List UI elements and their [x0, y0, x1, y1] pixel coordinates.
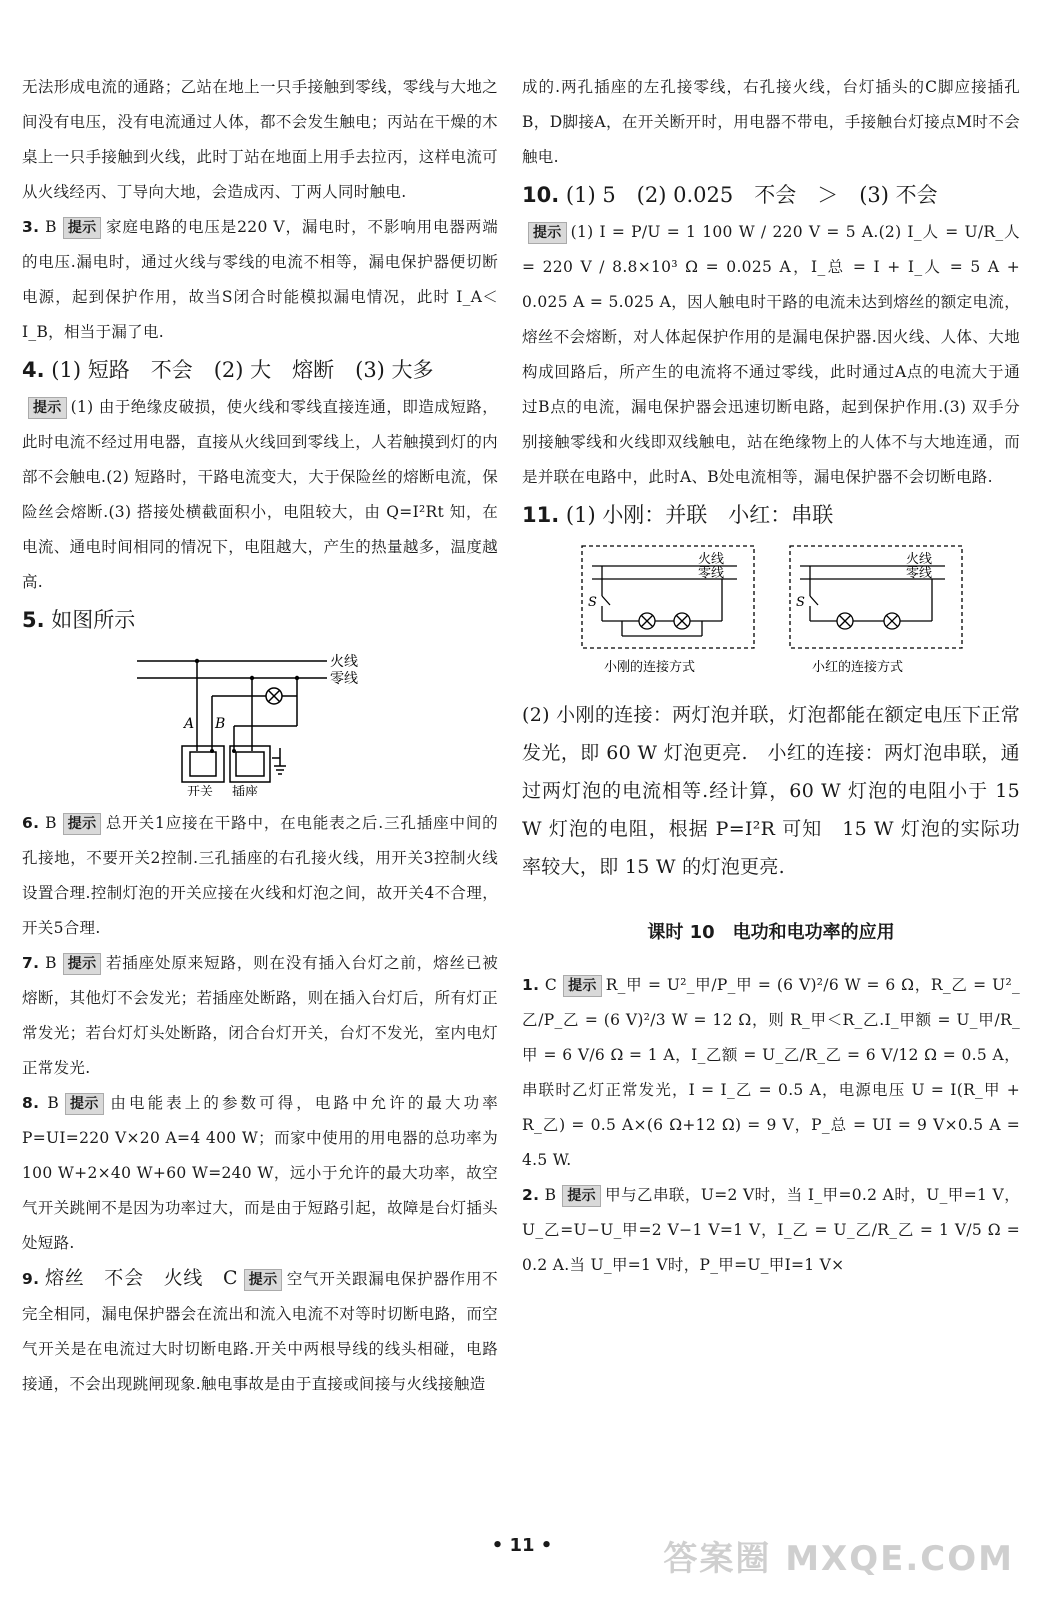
hint-badge: 提示 [28, 397, 67, 419]
label-fire-line: 火线 [330, 654, 358, 670]
label-s-2: S [796, 595, 805, 610]
paragraph-continuation: 无法形成电流的通路；乙站在地上一只手接触到零线，零线与大地之间没有电压，没有电流通过人体，都不会发生触电；丙站在干燥的木桌上一只手接触到火线，此时丁站在地面上用手去拉丙，这样电流可从火线经丙、丁导向大地，会造成丙、丁两人同时触电. [22, 78, 498, 201]
answer-6: 6. B 提示 总开关1应接在干路中，在电能表之后.三孔插座中间的孔接地，不要开关2控制.三孔插座的右孔接火线，用开关3控制火线设置合理.控制灯泡的开关应接在火线和灯泡之间，故开关4不合理，开关5合理. [22, 814, 498, 937]
paragraph-continuation-right: 成的.两孔插座的左孔接零线，右孔接火线，台灯插头的C脚应接插孔B，D脚接A，在开关断开时，用电器不带电，手接触台灯接点M时不会触电. [522, 78, 1020, 166]
answer-3: 3. B 提示 家庭电路的电压是220 V，漏电时，不影响用电器两端的电压.漏电时，通过火线与零线的电流不相等，漏电保护器便切断电源，起到保护作用，故当S闭合时能模拟漏电情况，此时 I_A＜I_B，相当于漏了电. [22, 218, 498, 341]
label-switch: 开关 [187, 785, 214, 796]
hint-badge: 提示 [63, 217, 102, 239]
label-zero-line-2: 零线 [906, 566, 933, 581]
hint-4: 提示 (1) 由于绝缘皮破损，使火线和零线直接连通，即造成短路，此时电流不经过用电器，直接从火线回到零线上，人若触摸到灯的内部不会触电.(2) 短路时，干路电流变大，大于保险丝的熔断电流，保险丝会熔断.(3) 搭接处横截面积小，电阻较大，由 Q=I²Rt 知，在电流、通电时间相同的情况下，电阻越大，产生的热量越多，温度越高. [22, 398, 498, 591]
label-fire-line-1: 火线 [698, 552, 725, 567]
page-number: • 11 • [491, 1535, 553, 1556]
answer-s1: 1. C 提示 R_甲 = U²_甲/P_甲 = (6 V)²/6 W = 6 Ω，R_乙 = U²_乙/P_乙 = (6 V)²/3 W = 12 Ω，则 R_甲＜R_乙.I_甲额 = U_甲/R_甲 = 6 V/6 Ω = 1 A，I_乙额 = U_乙/R_乙 = 6 V/12 Ω = 0.5 A，串联时乙灯正常发光，I = I_乙 = 0.5 A，电源电压 U = I(R_甲 + R_乙) = 0.5 A×(6 Ω+12 Ω) = 9 V，P_总 = UI = 9 V×0.5 A = 4.5 W. [522, 976, 1021, 1169]
label-a: A [184, 716, 195, 732]
answer-11: 11. (1) 小刚：并联 小红：串联 [522, 503, 834, 527]
answer-10: 10. (1) 5 (2) 0.025 不会 ＞ (3) 不会 [522, 183, 938, 207]
label-b: B [215, 716, 226, 732]
watermark-logo: 答案圈 MXQE.COM [663, 1539, 1014, 1579]
figure-11-circuits [522, 541, 1020, 690]
caption-xiaohong: 小红的连接方式 [812, 660, 904, 675]
label-s-1: S [588, 595, 597, 610]
hint-badge: 提示 [63, 813, 102, 835]
label-zero-line-1: 零线 [698, 566, 725, 581]
section-heading: 课时 10 电功和电功率的应用 [647, 922, 895, 943]
label-zero-line: 零线 [330, 671, 358, 687]
label-socket: 插座 [232, 785, 259, 796]
answer-s2: 2. B 提示 甲与乙串联，U=2 V时，当 I_甲=0.2 A时，U_甲=1 V，U_乙=U−U_甲=2 V−1 V=1 V，I_乙 = U_乙/R_乙 = 1 V/5 Ω = 0.2 A.当 U_甲=1 V时，P_甲=U_甲I=1 V× [522, 1186, 1021, 1274]
answer-5: 5. 如图所示 [22, 608, 136, 632]
circuit-diagram [22, 646, 498, 796]
left-column [22, 70, 498, 1402]
two-circuit-diagrams [522, 541, 1020, 686]
hint-10: 提示 (1) I = P/U = 1 100 W / 220 V = 5 A.(2) I_人 = U/R_人 = 220 V / 8.8×10³ Ω = 0.025 A，I_总 = I + I_人 = 5 A + 0.025 A = 5.025 A，因人触电时干路的电流未达到熔丝的额定电流，熔丝不会熔断，对人体起保护作用的是漏电保护器.因火线、人体、大地构成回路后，所产生的电流将不通过零线，此时通过A点的电流大于通过B点的电流，漏电保护器会迅速切断电路，起到保护作用.(3) 双手分别接触零线和火线即双线触电，站在绝缘物上的人体不与大地连通，而是并联在电路中，此时A、B处电流相等，漏电保护器不会切断电路. [522, 223, 1020, 486]
hint-badge: 提示 [528, 222, 567, 244]
answer-11-part2: (2) 小刚的连接：两灯泡并联，灯泡都能在额定电压下正常发光，即 60 W 灯泡更亮. 小红的连接：两灯泡串联，通过两灯泡的电流相等.经计算，60 W 灯泡的电阻小于 15 W 灯泡的电阻，根据 P=I²R 可知 15 W 灯泡的实际功率较大，即 15 W 的灯泡更亮. [522, 704, 1020, 878]
hint-badge: 提示 [562, 1185, 601, 1207]
hint-badge: 提示 [65, 1093, 104, 1115]
label-fire-line-2: 火线 [906, 552, 933, 567]
answer-4: 4. (1) 短路 不会 (2) 大 熔断 (3) 大多 [22, 358, 434, 382]
figure-5-circuit [22, 646, 498, 800]
answer-7: 7. B 提示 若插座处原来短路，则在没有插入台灯之前，熔丝已被熔断，其他灯不会发光；若插座处断路，则在插入台灯后，所有灯正常发光；若台灯灯头处断路，闭合台灯开关，台灯不发光，室内电灯正常发光. [22, 954, 499, 1077]
hint-badge: 提示 [63, 953, 102, 975]
hint-badge: 提示 [244, 1269, 283, 1291]
answer-9: 9. 熔丝 不会 火线 C 提示 空气开关跟漏电保护器作用不完全相同，漏电保护器会在流出和流入电流不对等时切断电路，而空气开关是在电流过大时切断电路.开关中两根导线的线头相碰，电路接通，不会出现跳闸现象.触电事故是由于直接或间接与火线接触造 [22, 1267, 498, 1393]
caption-xiaogang: 小刚的连接方式 [604, 660, 696, 675]
hint-badge: 提示 [563, 975, 602, 997]
right-column [522, 70, 1020, 1283]
answer-8: 8. B 提示 由电能表上的参数可得，电路中允许的最大功率 P=UI=220 V×20 A=4 400 W；而家中使用的用电器的总功率为 100 W+2×40 W+60 W=240 W，远小于允许的最大功率，故空气开关跳闸不是因为功率过大，而是由于短路引起，故障是台灯插头处短路. [22, 1094, 498, 1252]
